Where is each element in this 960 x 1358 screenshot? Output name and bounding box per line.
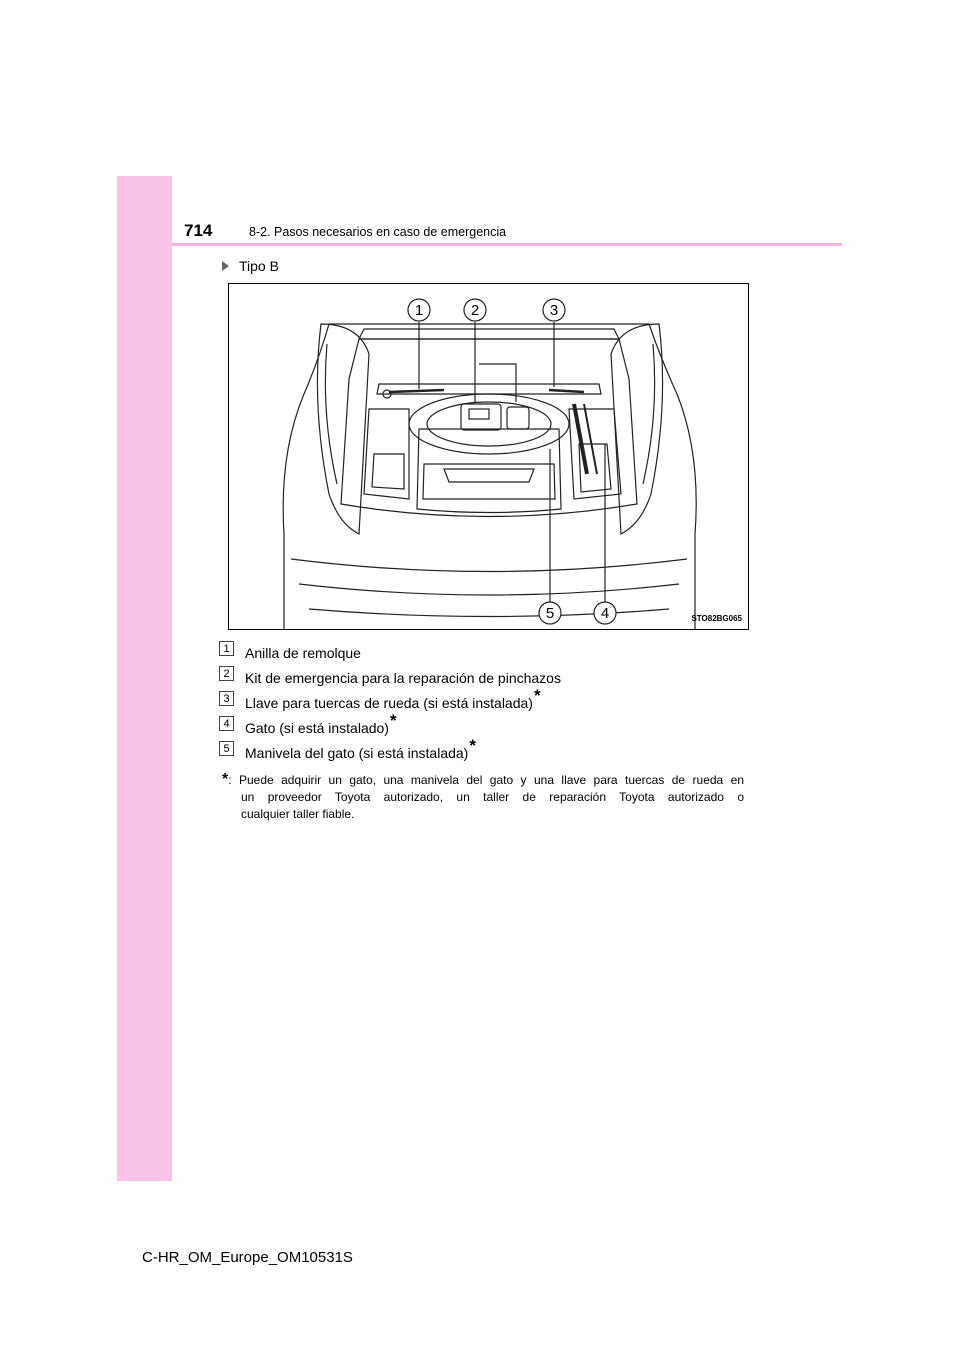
trunk-illustration <box>228 283 749 630</box>
callout-label-4: 4 <box>600 605 610 622</box>
footnote-mark: * <box>222 771 229 788</box>
legend-number: 2 <box>219 666 234 681</box>
legend-item <box>219 710 759 740</box>
legend-item <box>219 640 759 665</box>
legend-star: * <box>533 685 541 705</box>
page-number: 714 <box>184 221 213 240</box>
legend-number: 5 <box>219 741 234 756</box>
footnote-line-2: un proveedor Toyota autorizado, un taller de reparación Toyota autorizado o <box>241 790 744 804</box>
callout-label-5: 5 <box>545 605 555 622</box>
footnote-line-1 <box>222 771 744 789</box>
legend-text: Gato (si está instalado) <box>245 719 389 736</box>
legend-text: Kit de emergencia para la reparación de pinchazos <box>245 669 561 686</box>
legend-item <box>219 685 759 715</box>
legend-list <box>219 640 759 765</box>
figure-code: STO82BG065 <box>691 614 742 623</box>
legend-text: Manivela del gato (si está instalada) <box>245 744 469 761</box>
callout-label-3: 3 <box>549 302 559 319</box>
footnote-line-3: cualquier taller fiable. <box>241 807 355 821</box>
triangle-bullet-icon <box>222 261 229 271</box>
side-tab-strip <box>117 176 172 1181</box>
header-rule <box>172 243 842 246</box>
subheading <box>222 258 279 274</box>
legend-number: 4 <box>219 716 234 731</box>
legend-number: 1 <box>219 641 234 656</box>
legend-item <box>219 665 759 690</box>
callout-label-1: 1 <box>414 302 424 319</box>
legend-star: * <box>389 710 397 730</box>
legend-number: 3 <box>219 691 234 706</box>
footnote-text-1: : Puede adquirir un gato, una manivela del gato y una llave para tuercas de rueda en <box>228 773 744 787</box>
callout-label-2: 2 <box>470 302 480 319</box>
legend-text: Llave para tuercas de rueda (si está instalada) <box>245 694 533 711</box>
legend-text: Anilla de remolque <box>245 644 361 661</box>
legend-star: * <box>469 735 476 755</box>
document-footer: C-HR_OM_Europe_OM10531S <box>142 1249 353 1266</box>
trunk-drawing <box>229 284 748 629</box>
section-title: 8-2. Pasos necesarios en caso de emergencia <box>249 225 507 239</box>
footnote <box>222 771 744 823</box>
legend-item <box>219 735 759 765</box>
subheading-text: Tipo B <box>239 258 279 274</box>
